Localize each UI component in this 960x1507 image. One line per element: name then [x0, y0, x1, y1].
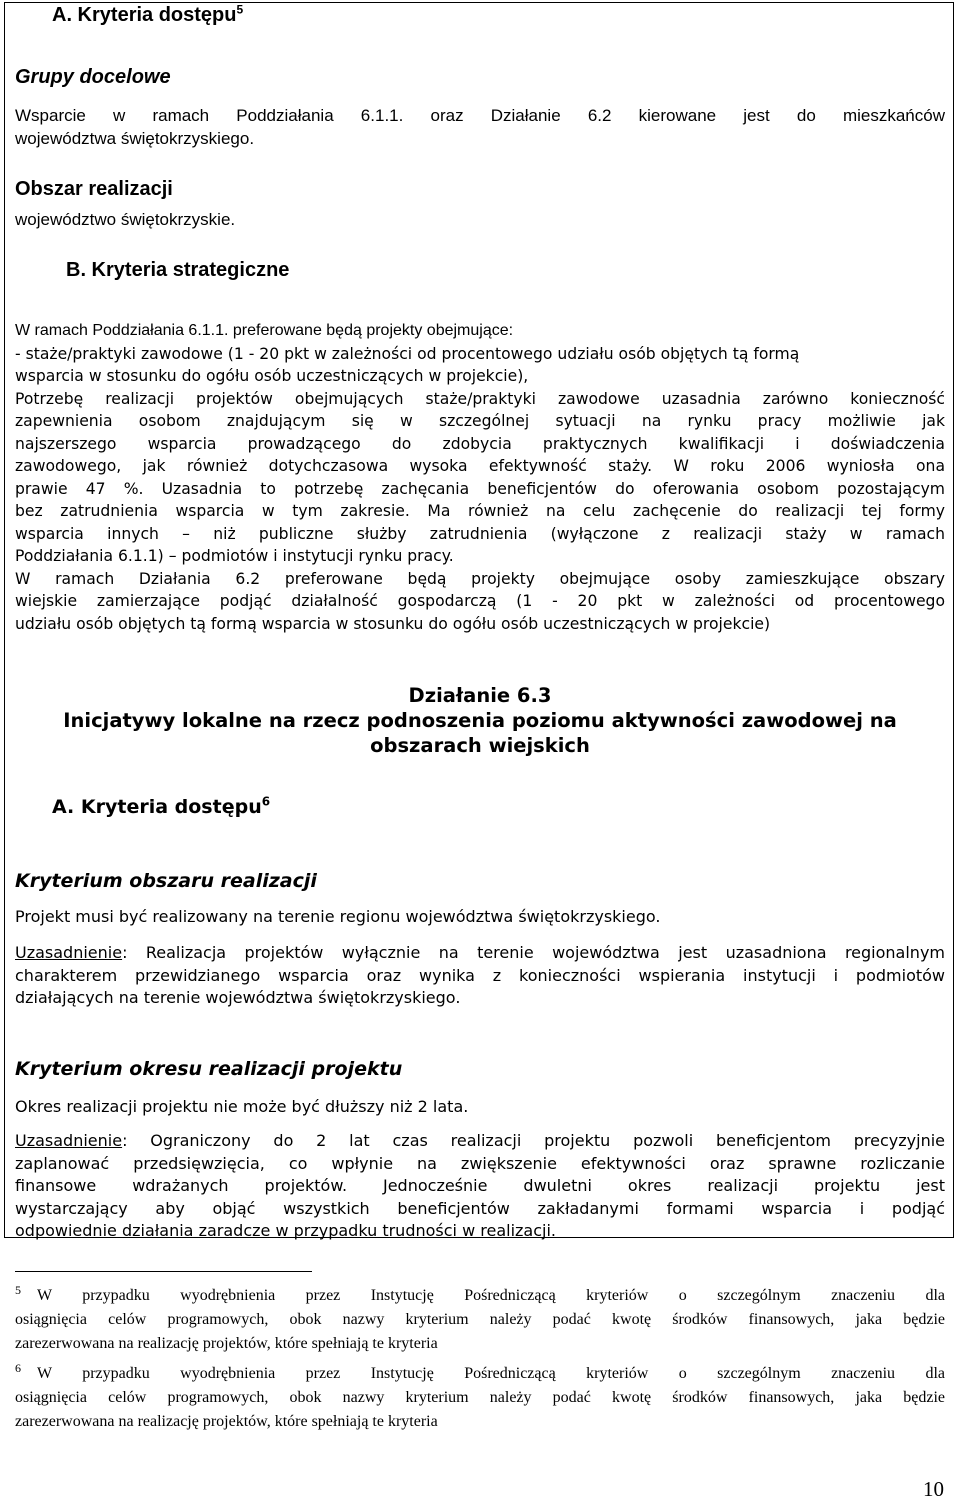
- uzasadnienie-label: Uzasadnienie: [15, 1131, 123, 1150]
- text-line: odpowiednie działania zaradcze w przypadku trudności w realizacji.: [15, 1221, 556, 1240]
- text-line: Uzasadnienie: Ograniczony do 2 lat czas realizacji projektu pozwoli beneficjentom precyzyjnie: [15, 1131, 945, 1150]
- text-line: - staże/praktyki zawodowe (1 - 20 pkt w zależności od procentowego udziału osób objętych tą formą: [15, 344, 800, 363]
- text-line: udziału osób objętych tą formą wsparcia w stosunku do ogółu osób uczestniczących w projekcie): [15, 614, 771, 633]
- kryterium-okresu-uzasadnienie: [15, 1130, 945, 1243]
- text-line: wsparcia innych – niż publiczne służby zatrudnienia (wyłączone z realizacji staży w ramach: [15, 524, 945, 543]
- text-line: Potrzebę realizacji projektów obejmujących staże/praktyki zawodowe uzasadnia zarówno konieczność: [15, 389, 945, 408]
- footnote-number: 5: [15, 1282, 21, 1297]
- footnote-6: [15, 1362, 945, 1434]
- text-line: zapewnienia osobom znajdującym się w szczególnej sytuacji na rynku pracy możliwie jak: [15, 412, 945, 430]
- text-line: $^6$ W przypadku wyodrębnienia przez Instytucję Pośredniczącą kryteriów o szczególnym znaczeniu dla: [15, 1360, 945, 1382]
- strategic-criteria-text: [15, 320, 945, 635]
- text-line: charakterem przewidzianego wsparcia oraz wynika z konieczności wspierania instytucji i podmiotów: [15, 965, 945, 985]
- kryterium-obszaru-text: Projekt musi być realizowany na terenie regionu województwa świętokrzyskiego.: [15, 907, 661, 926]
- text-line: najszerszego wsparcia prowadzącego do zdobycia praktycznych kwalifikacji i doświadczenia: [15, 434, 945, 453]
- section-a-heading: A. Kryteria dostępu$^5$: [52, 2, 244, 26]
- obszar-text: województwo świętokrzyskie.: [15, 210, 236, 229]
- kryterium-obszaru-uzasadnienie: [15, 942, 945, 1010]
- page-number: 10: [923, 1477, 944, 1501]
- text-line: bez zatrudnienia wsparcia w tym zakresie. Ma również na celu zachęcenie do realizacji tej formy: [15, 502, 945, 520]
- text-line: W ramach Działania 6.2 preferowane będą projekty obejmujące osoby zamieszkujące obszary: [15, 569, 945, 588]
- text-line: osiągnięcia celów programowych, obok nazwy kryterium należy podać kwotę środków finansowych, jaka będzie: [15, 1389, 945, 1406]
- text-line: działających na terenie województwa świętokrzyskiego.: [15, 988, 461, 1007]
- grupy-heading: Grupy docelowe: [15, 66, 171, 88]
- text-line: zawodowego, jak również dotychczasowa wysoka efektywność staży. W roku 2006 wyniosła ona: [15, 457, 945, 475]
- text-line: Uzasadnienie: Realizacja projektów wyłącznie na terenie województwa jest uzasadniona regionalnym: [15, 943, 945, 962]
- text-line: zarezerwowana na realizację projektów, które spełniają te kryteria: [15, 1335, 438, 1352]
- text-line: wystarczający aby objąć wszystkich beneficjentów zakładanymi formami wsparcia i podjąć: [15, 1198, 945, 1218]
- footnote-ref-6[interactable]: 6: [261, 794, 271, 809]
- text-line: województwa świętokrzyskiego.: [15, 129, 255, 148]
- text-line: W ramach Poddziałania 6.1.1. preferowane będą projekty obejmujące:: [15, 322, 514, 339]
- text-line: $^5$ W przypadku wyodrębnienia przez Instytucję Pośredniczącą kryteriów o szczególnym znaczeniu dla: [15, 1282, 945, 1304]
- footnote-number: 6: [15, 1360, 21, 1375]
- section-a-heading-2: A. Kryteria dostępu$^6$: [52, 794, 271, 818]
- footnote-5: [15, 1284, 945, 1356]
- dzialanie-title-cont: obszarach wiejskich: [370, 734, 590, 757]
- grupy-text: [15, 104, 945, 150]
- obszar-heading: Obszar realizacji: [15, 178, 173, 200]
- kryterium-okresu-heading: Kryterium okresu realizacji projektu: [15, 1058, 403, 1080]
- section-b-heading: B. Kryteria strategiczne: [66, 259, 290, 281]
- text-line: prawie 47 %. Uzasadnia to potrzebę zachęcania beneficjentów do oferowania osobom pozostającym: [15, 479, 945, 498]
- text-line: wiejskie zamierzające podjąć działalność gospodarczą (1 - 20 pkt w zależności od procentowego: [15, 592, 945, 610]
- dzialanie-number: Działanie 6.3: [408, 684, 552, 707]
- text-line: zarezerwowana na realizację projektów, które spełniają te kryteria: [15, 1413, 438, 1430]
- kryterium-okresu-text: Okres realizacji projektu nie może być dłuższy niż 2 lata.: [15, 1097, 469, 1116]
- text-line: finansowe wdrażanych projektów. Jednocześnie dwuletni okres realizacji projektu jest: [15, 1176, 945, 1195]
- text-line: zaplanować przedsięwzięcia, co wpłynie na zwiększenie efektywności oraz sprawne rozliczanie: [15, 1153, 945, 1173]
- text-line: wsparcia w stosunku do ogółu osób uczestniczących w projekcie),: [15, 367, 529, 385]
- uzasadnienie-label: Uzasadnienie: [15, 943, 123, 962]
- text-line: osiągnięcia celów programowych, obok nazwy kryterium należy podać kwotę środków finansowych, jaka będzie: [15, 1311, 945, 1328]
- text-line: Poddziałania 6.1.1) – podmiotów i instytucji rynku pracy.: [15, 547, 454, 565]
- text-line: Wsparcie w ramach Poddziałania 6.1.1. oraz Działanie 6.2 kierowane jest do mieszkańców: [15, 106, 945, 125]
- footnote-separator: [15, 1271, 312, 1272]
- footnote-ref-5[interactable]: 5: [236, 2, 244, 17]
- kryterium-obszaru-heading: Kryterium obszaru realizacji: [15, 870, 317, 892]
- dzialanie-title: Inicjatywy lokalne na rzecz podnoszenia poziomu aktywności zawodowej na: [63, 709, 897, 732]
